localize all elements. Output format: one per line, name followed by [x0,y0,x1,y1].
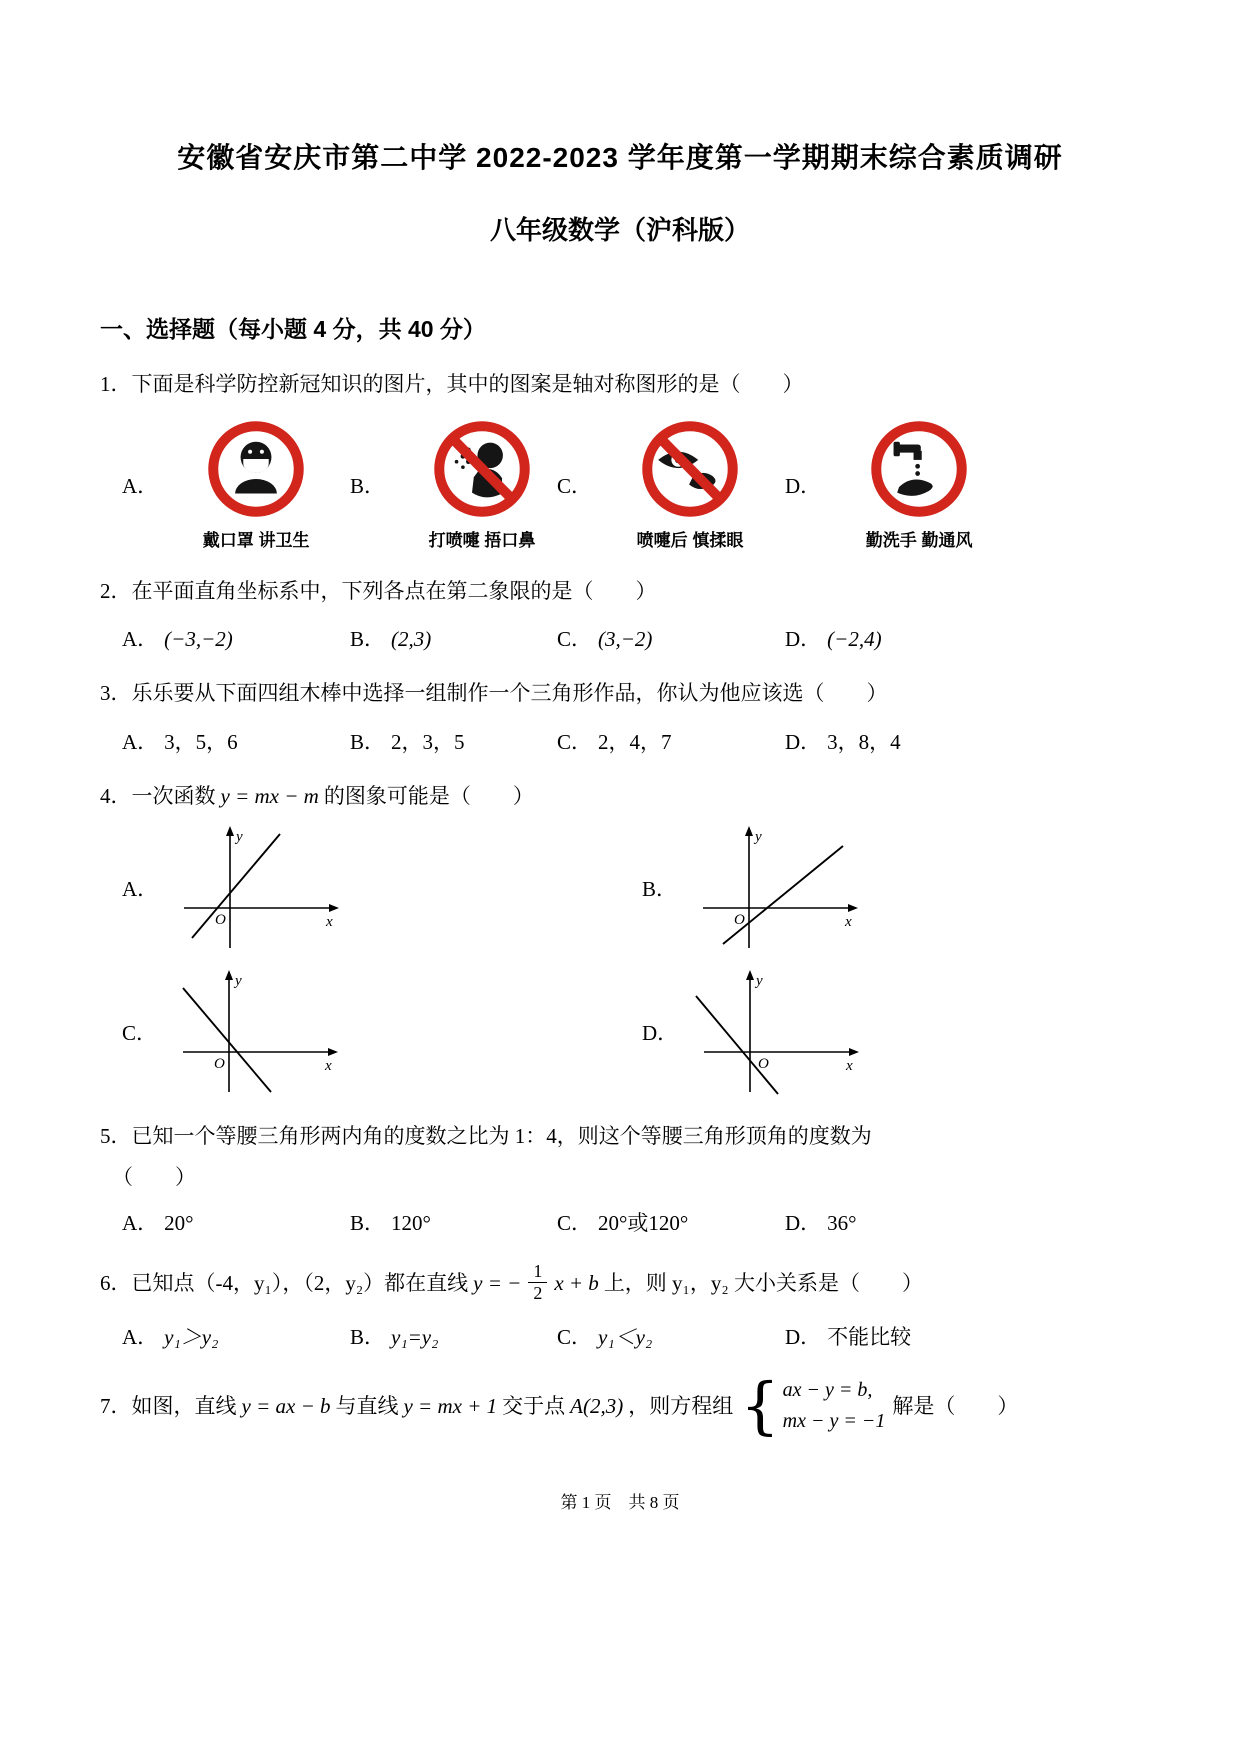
stem-text: 上，则 y₁，y₂ 大小关系是（ ） [603,1270,923,1295]
option-text: (−2,4) [827,627,882,652]
formula: y = mx − m [220,783,319,808]
figure-option [557,419,785,551]
question-1-stem: 1．下面是科学防控新冠知识的图片，其中的图案是轴对称图形的是（ ） [100,372,804,396]
option-label: C． [557,729,593,754]
fraction-denominator: 2 [533,1283,543,1304]
option-label: D． [785,627,822,652]
option [785,1207,1140,1237]
option-label: A． [122,877,159,902]
formula: y = − [473,1270,522,1295]
section-heading: 一、选择题（每小题 4 分，共 40 分） [100,316,486,342]
question-7-stem [100,1369,1140,1443]
option-label: D． [785,473,822,498]
option [122,623,350,653]
stem-text: 与直线 [335,1393,399,1418]
fraction [528,1261,547,1305]
option-label: C． [557,627,593,652]
option-label: C． [122,1021,158,1046]
option-text: 3，8，4 [827,729,901,754]
option-label: B． [350,627,386,652]
stem-text: 4．一次函数 [100,783,216,808]
option-label: D． [785,729,822,754]
mask-wearing-icon [206,419,306,519]
figure-caption: 勤洗手 勤通风 [865,530,973,550]
formula: y = mx + 1 [403,1393,498,1418]
option-label: A． [122,729,159,754]
option-label: A． [122,1324,159,1349]
question-4-graphs [100,824,1140,1096]
option-text: 20° [164,1210,194,1235]
page-subtitle: 八年级数学（沪科版） [489,215,750,245]
origin-label: O [214,1056,225,1073]
option-label: D． [785,1324,822,1349]
stem-text: 7．如图，直线 [100,1393,237,1418]
option [350,726,557,756]
option-label: D． [642,1021,679,1046]
option-label: C． [557,1210,593,1235]
option-label: B． [350,729,386,754]
system-brace: { [740,1369,780,1443]
origin-label: O [758,1056,770,1073]
question-6-stem [100,1261,1140,1305]
question-5-stem-continued: （ ） [112,1164,196,1189]
option [122,726,350,756]
option [122,1207,350,1237]
point-label: A(2,3) [570,1393,624,1418]
option-label: A． [122,473,159,498]
option-label: B． [350,473,386,498]
equation: mx − y = −1 [782,1409,886,1432]
stem-text: ，则方程组 [628,1393,734,1418]
option [785,726,1140,756]
graph-c [173,968,343,1096]
page-title: 安徽省安庆市第二中学 2022-2023 学年度第一学期期末综合素质调研 [177,142,1063,173]
no-eye-rub-icon [640,419,740,519]
option [122,1321,350,1351]
origin-label: O [215,912,227,929]
stem-text: 6．已知点（-4，y₁），（2，y₂）都在直线 [100,1270,469,1295]
stem-text: 交于点 [502,1393,566,1418]
option-text: 20°或120° [598,1210,689,1235]
equation-system [740,1369,886,1443]
option-text: 不能比较 [827,1324,912,1349]
graph-option [620,824,1140,952]
no-sneeze-icon [432,419,532,519]
question-2-options [100,623,1140,653]
graph-option [620,968,1140,1096]
x-axis-label: x [325,1058,332,1075]
option-label: A． [122,1210,159,1235]
option-label: B． [642,877,678,902]
option-text: 120° [391,1210,431,1235]
figure-stack [180,419,332,551]
equation: ax − y = b, [782,1378,873,1401]
origin-label: O [734,912,745,929]
option-text: (2,3) [391,627,432,652]
graph-option [100,824,620,952]
y-axis-label: y [756,973,763,990]
option-text: y₁=y₂ [391,1324,439,1349]
figure-stack [614,419,766,551]
option-label: A． [122,627,159,652]
option-label: C． [557,473,593,498]
page-number: 第 1 页 共 8 页 [560,1493,680,1512]
x-axis-label: x [326,914,333,931]
option [557,1207,785,1237]
option-text: 3，5，6 [164,729,238,754]
figure-stack [843,419,995,551]
option [785,623,1140,653]
system-equations [783,1375,886,1437]
option [350,1207,557,1237]
question-6-options [100,1321,1140,1351]
x-axis-label: x [846,1058,853,1075]
figure-option [785,419,1140,551]
option [350,1321,557,1351]
option-text: (−3,−2) [164,627,233,652]
figure-option [350,419,557,551]
x-axis-label: x [845,914,852,931]
option [785,1321,1140,1351]
graph-a [174,824,344,952]
option [557,623,785,653]
y-axis-label: y [235,973,242,990]
option-label: B． [350,1324,386,1349]
option [557,726,785,756]
question-5-options [100,1207,1140,1237]
question-5-stem: 5．已知一个等腰三角形两内角的度数之比为 1：4，则这个等腰三角形顶角的度数为 [100,1124,872,1149]
stem-text: 解是（ ） [892,1393,1019,1418]
fraction-numerator: 1 [528,1261,547,1284]
option-text: 2，4，7 [598,729,672,754]
question-4-stem [100,780,1140,813]
formula: x + b [554,1270,599,1295]
figure-caption: 戴口罩 讲卫生 [202,530,310,550]
option-label: D． [785,1210,822,1235]
formula: y = ax − b [241,1393,331,1418]
y-axis-label: y [236,829,243,846]
option-label: C． [557,1324,593,1349]
stem-text: 的图象可能是（ ） [323,783,534,808]
y-axis-label: y [755,829,762,846]
graph-b [693,824,863,952]
option-text: 2，3，5 [391,729,465,754]
figure-caption: 打喷嚏 捂口鼻 [428,530,536,550]
figure-stack [407,419,557,551]
question-2-stem: 2．在平面直角坐标系中，下列各点在第二象限的是（ ） [100,578,657,603]
figure-caption: 喷嚏后 慎揉眼 [636,530,744,550]
graph-d [694,968,864,1096]
question-1-figures [100,419,1140,551]
question-3-stem: 3．乐乐要从下面四组木棒中选择一组制作一个三角形作品，你认为他应该选（ ） [100,681,888,706]
option-text: y₁＞y₂ [164,1324,219,1349]
option-label: B． [350,1210,386,1235]
hand-washing-icon [869,419,969,519]
option [557,1321,785,1351]
option-text: (3,−2) [598,627,653,652]
option-text: 36° [827,1210,857,1235]
option [350,623,557,653]
graph-option [100,968,620,1096]
question-3-options [100,726,1140,756]
figure-option [122,419,350,551]
option-text: y₁＜y₂ [598,1324,653,1349]
